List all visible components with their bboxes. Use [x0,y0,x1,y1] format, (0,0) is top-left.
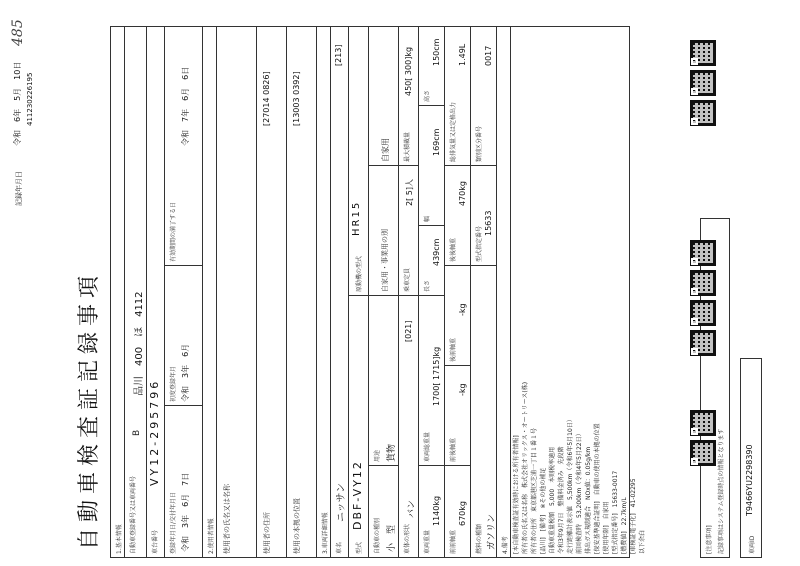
remark-line: 所有者の氏名又は名称 株式会社オリックス・オートリース(株) [522,381,529,554]
make-code: [213] [334,44,343,66]
engine-value: HR15 [351,200,362,236]
body-shape-code: [021] [404,320,413,342]
width-label: 幅 [424,215,431,222]
form-letter: B [132,429,142,436]
reg-number-label: 自動車登録番号又は車両番号 [130,475,137,554]
body-shape-value: バン [407,499,417,518]
use-label: 用途 [374,449,381,462]
type-approval-label: 型式指定番号 [476,225,483,262]
gross-weight-label: 車両総重量 [424,431,431,462]
rear-axle-value: 470kg [458,181,467,206]
qr-code [690,330,716,356]
make-value: ニッサン [336,482,347,522]
expiry-label: 有効期間の満了する日 [170,201,177,262]
vehicle-weight-label: 車両重量 [424,529,431,554]
rear-front-axle-label: 後前軸重 [450,337,457,362]
use-value: 貨物 [387,443,397,462]
remark-line: [使用年限] 自家用 [603,501,610,554]
max-load-label: 最大積載量 [404,131,411,162]
model-label: 型式 [356,541,363,554]
qr-code [690,100,716,126]
vehicle-id-value: T9466YU2298390 [745,444,754,516]
remark-line: [燃費値] 22.7km/L [621,497,628,554]
record-date-label: 記録年月日 [15,171,23,206]
section3-label: 3.車両詳細情報 [322,512,329,554]
owner-name-label: 使用者の氏名又は名称 [223,484,231,554]
first-reg-value: 令和 3年 6月 [181,343,190,402]
document-title: 自動車検査証記録事項 [77,269,102,550]
address-code-2: [13003 0392] [292,71,301,126]
notice-box [700,218,730,558]
max-load-value: 450[ 300]kg [404,46,413,96]
remark-line: [車検証電子化] 41-02295 [630,478,637,554]
qr-code [690,300,716,326]
qr-code [690,70,716,96]
gross-weight-value: 1700[ 1715]kg [432,346,441,406]
rear-front-axle-value: -kg [458,303,467,316]
remark-line: [保安基準適合証明] 自動車の使用の本拠の位置 [594,423,601,554]
notice-label: [注意事項] [706,525,713,554]
remark-line: [品川] [備考] ※その他の補足 [540,467,547,554]
vehicle-weight-value: 1140kg [432,495,441,526]
record-date-value: 令和 6年 5月 10日 [13,61,22,146]
front-rear-axle-value: -kg [458,383,467,396]
qr-code [690,40,716,66]
front-rear-axle-label: 前後軸重 [450,437,457,462]
remark-line: 令和3年9月7日 整備料金済み 先段階 [558,446,565,554]
rear-axle-label: 後後軸重 [450,237,457,262]
issue-date-label: 登録年月日/交付年月日 [170,491,177,554]
height-label: 高さ [424,89,431,102]
engine-label: 原動機の型式 [356,255,363,292]
vehicle-type-value: 小 型 [387,524,397,552]
qr-code [690,240,716,266]
model-value: DBF-VY12 [351,460,364,530]
front-axle-label: 前前軸重 [450,529,457,554]
base-location-label: 使用の本拠の位置 [293,498,301,554]
front-axle-value: 670kg [458,501,467,526]
document-number: 411230226195 [26,72,34,126]
length-label: 長さ [424,279,431,292]
body-shape-label: 車体の形状 [404,523,411,554]
address-code-1: [27014 0826] [262,71,271,126]
displacement-label: 総排気量又は定格出力 [450,101,457,162]
width-value: 169cm [432,128,441,156]
remark-line: 自動車重量税額 5,000 本則税率適用 [549,446,556,554]
section4-label: 4.備考 [502,536,509,554]
handwritten-number: 485 [10,19,26,46]
chassis-label: 車台番号 [152,529,159,554]
first-reg-label: 初度登録年月 [170,365,177,402]
notice-text: 記録事項はシステム登録時点の情報となります [718,428,725,554]
chassis-value: VY12-295796 [148,378,161,486]
qr-code [690,410,716,436]
issue-date-value: 令和 3年 6月 7日 [181,472,190,552]
fuel-label: 燃料の種類 [476,523,483,554]
private-use-label: 自家用・事業用の別 [381,229,389,292]
category-value: 0017 [484,45,493,66]
remark-line: [本自動車検査証有効時における所有者情報] [513,435,520,554]
remark-line: 所有者の住所 東京都港区芝浦一丁目１番１号 [531,427,538,554]
reg-number-value: 品川 400 ほ 4112 [134,291,145,396]
displacement-value: 1.49L [458,43,467,66]
private-use-value: 自家用 [381,138,390,162]
vehicle-type-label: 自動車の種別 [374,517,381,554]
capacity-label: 乗車定員 [404,267,411,292]
owner-address-label: 使用者の住所 [263,512,271,554]
vehicle-id-label: 車両ID [749,535,756,554]
height-value: 150cm [432,38,441,66]
section1-label: 1.基本情報 [116,524,123,554]
category-label: 類別区分番号 [476,125,483,162]
make-label: 車名 [336,541,343,554]
remark-line: 以下余白 [639,529,646,554]
type-approval-value: 15633 [484,210,493,236]
qr-code [690,270,716,296]
expiry-value: 令和 7年 6月 6日 [181,66,190,146]
length-value: 439cm [432,238,441,266]
remark-line: 前回検査時 53,200km（令和4年5月22日） [576,430,583,554]
remark-line: 走行距離計表示値 5,500km（令和6年5月10日） [567,416,574,554]
section2-label: 2.使用者情報 [208,518,215,554]
fuel-value: ガソリン [487,513,497,550]
remark-line: 排出ガス規制適合 NOx値：0.05g/km [585,446,592,554]
remark-line: [型式指定番号] 15633-0017 [612,470,619,554]
qr-code [690,440,716,466]
capacity-value: 2[ 5]人 [405,179,414,206]
